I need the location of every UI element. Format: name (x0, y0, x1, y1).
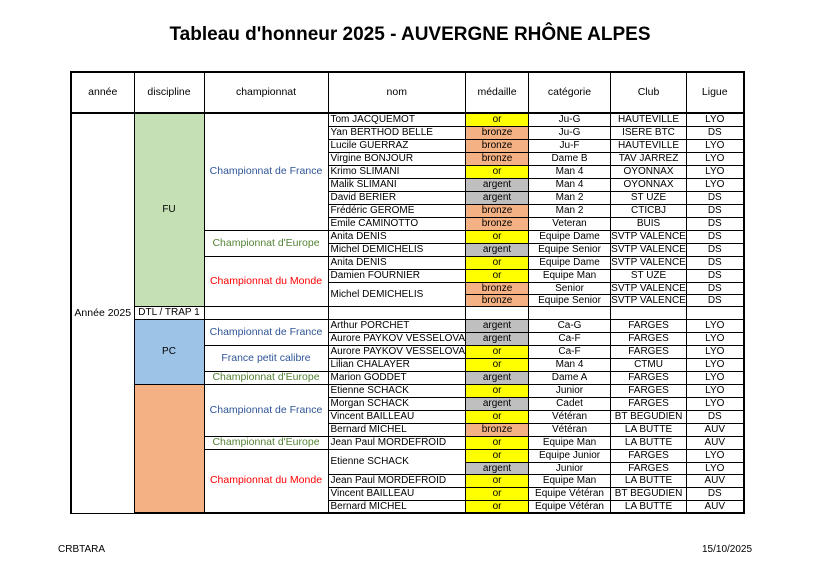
club-cell: SVTP VALENCE (611, 257, 686, 268)
champ-france: Championnat de France (204, 384, 328, 436)
league-cell: LYO (687, 152, 744, 165)
league-cell: DS (687, 487, 744, 500)
medal-cell: or (466, 256, 529, 269)
club-cell: SVTP VALENCE (611, 244, 686, 255)
athlete-name: Damien FOURNIER (328, 269, 466, 282)
medal-cell: argent (466, 332, 529, 345)
table-row (71, 113, 744, 126)
league-cell: LYO (687, 178, 744, 191)
club-cell: FARGES (611, 319, 687, 332)
league-cell: LYO (687, 319, 744, 332)
medal-cell: bronze (466, 152, 529, 165)
category-cell: Man 4 (529, 178, 611, 191)
category-cell: Ca-G (529, 319, 611, 332)
champ-fu-monde: Championnat du Monde (204, 256, 328, 306)
league-cell: DS (687, 282, 744, 294)
club-cell: ISERE BTC (611, 126, 687, 139)
category-cell: Dame A (529, 371, 611, 384)
header-discipline: discipline (134, 72, 204, 113)
club-cell: SVTP VALENCE (611, 282, 686, 294)
medal-cell: or (466, 358, 529, 371)
medal-cell: bronze (466, 423, 529, 436)
league-cell: DS (687, 243, 744, 256)
athlete-name: Michel DEMICHELIS (328, 282, 466, 306)
medal-cell: bronze (466, 282, 529, 294)
athlete-name: Emile CAMINOTTO (328, 217, 466, 230)
league-cell: DS (687, 217, 744, 230)
athlete-name: Bernard MICHEL (328, 500, 466, 513)
league-cell (687, 306, 744, 319)
medal-cell: bronze (466, 294, 529, 306)
athlete-name: Frédéric GEROME (328, 204, 466, 217)
header-club: Club (611, 72, 687, 113)
medal-cell: argent (466, 397, 529, 410)
champ-pc-france: Championnat de France (204, 319, 328, 345)
category-cell: Equipe Dame (529, 256, 611, 269)
category-cell: Man 2 (529, 191, 611, 204)
champ-fu-france: Championnat de France (204, 113, 328, 230)
athlete-name: Vincent BAILLEAU (328, 410, 466, 423)
league-cell: LYO (687, 139, 744, 152)
medal-cell (466, 306, 529, 319)
athlete-name: Vincent BAILLEAU (328, 487, 466, 500)
athlete-name: Aurore PAYKOV VESSELOVA (328, 345, 466, 358)
category-cell: Junior (529, 462, 611, 474)
category-cell: Equipe Man (529, 269, 611, 282)
category-cell: Equipe Man (529, 436, 611, 449)
athlete-name: Arthur PORCHET (328, 319, 466, 332)
league-cell: DS (687, 294, 744, 306)
medal-cell: bronze (466, 217, 529, 230)
athlete-name (328, 306, 466, 319)
page-title: Tableau d'honneur 2025 - AUVERGNE RHÔNE ALPES (169, 24, 651, 45)
club-cell: FARGES (611, 462, 687, 474)
club-cell: LA BUTTE (611, 423, 687, 436)
header-championnat: championnat (204, 72, 328, 113)
category-cell: Equipe Vétéran (529, 487, 611, 500)
club-cell: BT BEGUDIEN (611, 487, 687, 500)
league-cell: DS (687, 230, 744, 243)
category-cell: Ju-G (529, 126, 611, 139)
category-cell: Equipe Senior (529, 294, 611, 306)
category-cell: Man 2 (529, 204, 611, 217)
medal-cell: bronze (466, 139, 529, 152)
medal-cell: or (466, 436, 529, 449)
medal-cell: or (466, 410, 529, 423)
league-cell: AUV (687, 423, 744, 436)
medal-cell: argent (466, 462, 529, 474)
category-cell: Vétéran (529, 410, 611, 423)
category-cell: Equipe Vétéran (529, 500, 611, 513)
footer-left: CRBTARA (58, 544, 106, 555)
medal-cell: argent (466, 178, 529, 191)
athlete-name: Lucile GUERRAZ (328, 139, 466, 152)
medal-cell: or (466, 230, 529, 243)
athlete-name: Etienne SCHACK (328, 449, 466, 474)
club-cell: FARGES (611, 345, 687, 358)
athlete-name: Aurore PAYKOV VESSELOVA (328, 332, 466, 345)
medal-cell: bronze (466, 126, 529, 139)
medal-cell: or (466, 500, 529, 513)
table-row (71, 319, 744, 332)
discipline-orange (134, 384, 204, 513)
category-cell: Equipe Man (529, 474, 611, 487)
category-cell: Veteran (529, 217, 611, 230)
category-cell: Equipe Junior (529, 449, 611, 462)
category-cell: Cadet (529, 397, 611, 410)
medal-cell: or (466, 474, 529, 487)
category-cell: Vétéran (529, 423, 611, 436)
club-cell: CTICBJ (611, 204, 687, 217)
club-cell: BT BEGUDIEN (611, 410, 687, 423)
table-row (71, 384, 744, 397)
athlete-name: Jean Paul MORDEFROID (328, 474, 466, 487)
league-cell: AUV (687, 474, 744, 487)
header-categorie: catégorie (529, 72, 611, 113)
athlete-name: Anita DENIS (328, 256, 466, 269)
league-cell: LYO (687, 384, 744, 397)
club-cell: ST UZE (611, 269, 687, 282)
medal-cell: or (466, 487, 529, 500)
header-nom: nom (328, 72, 466, 113)
discipline-fu: FU (134, 113, 204, 306)
athlete-name: Krimo SLIMANI (328, 165, 466, 178)
category-cell: Man 4 (529, 165, 611, 178)
category-cell: Equipe Dame (529, 230, 611, 243)
athlete-name: Malik SLIMANI (328, 178, 466, 191)
league-cell: LYO (687, 462, 744, 474)
champ-fu-europe: Championnat d'Europe (204, 230, 328, 256)
category-cell (529, 306, 611, 319)
year-cell: Année 2025 (71, 113, 134, 513)
discipline-dtl: DTL / TRAP 1 (134, 306, 204, 319)
category-cell: Junior (529, 384, 611, 397)
league-cell: LYO (687, 345, 744, 358)
club-cell: BUIS (611, 217, 687, 230)
medal-cell: or (466, 113, 529, 126)
athlete-name: Bernard MICHEL (328, 423, 466, 436)
athlete-name: Etienne SCHACK (328, 384, 466, 397)
club-cell: ST UZE (611, 191, 687, 204)
category-cell: Ca-F (529, 332, 611, 345)
athlete-name: Jean Paul MORDEFROID (328, 436, 466, 449)
club-cell: HAUTEVILLE (611, 139, 687, 152)
header-annee: année (71, 72, 134, 113)
medal-cell: argent (466, 243, 529, 256)
category-cell: Ju-G (529, 113, 611, 126)
club-cell: LA BUTTE (611, 500, 687, 513)
category-cell: Dame B (529, 152, 611, 165)
club-cell: FARGES (611, 371, 687, 384)
athlete-name: Michel DEMICHELIS (328, 243, 466, 256)
medal-cell: or (466, 345, 529, 358)
club-cell (611, 306, 687, 319)
medal-cell: argent (466, 371, 529, 384)
club-cell: FARGES (611, 397, 687, 410)
discipline-pc: PC (134, 319, 204, 384)
honour-table (70, 71, 745, 514)
club-cell: FARGES (611, 332, 687, 345)
athlete-name: Lilian CHALAYER (328, 358, 466, 371)
champ-monde: Championnat du Monde (204, 449, 328, 513)
champ-pc-europe: Championnat d'Europe (204, 371, 328, 384)
club-cell: LA BUTTE (611, 436, 687, 449)
club-cell: SVTP VALENCE (611, 294, 686, 306)
club-cell: OYONNAX (611, 178, 687, 191)
header-ligue: Ligue (687, 72, 744, 113)
league-cell: AUV (687, 500, 744, 513)
league-cell: LYO (687, 165, 744, 178)
category-cell: Equipe Senior (529, 243, 611, 256)
club-cell: OYONNAX (611, 165, 687, 178)
league-cell: DS (687, 410, 744, 423)
club-cell: TAV JARREZ (611, 152, 687, 165)
league-cell: DS (687, 204, 744, 217)
medal-cell: or (466, 449, 529, 462)
athlete-name: Anita DENIS (328, 230, 466, 243)
league-cell: DS (687, 191, 744, 204)
champ-europe: Championnat d'Europe (204, 436, 328, 449)
category-cell: Ju-F (529, 139, 611, 152)
header-medaille: médaille (466, 72, 529, 113)
league-cell: LYO (687, 397, 744, 410)
league-cell: AUV (687, 436, 744, 449)
athlete-name: David BERIER (328, 191, 466, 204)
league-cell: DS (687, 269, 744, 282)
league-cell: DS (687, 126, 744, 139)
medal-cell: or (466, 165, 529, 178)
medal-cell: or (466, 384, 529, 397)
medal-cell: argent (466, 319, 529, 332)
league-cell: LYO (687, 449, 744, 462)
athlete-name: Virgine BONJOUR (328, 152, 466, 165)
athlete-name: Tom JACQUEMOT (328, 113, 466, 126)
league-cell: LYO (687, 358, 744, 371)
category-cell: Man 4 (529, 358, 611, 371)
club-cell: FARGES (611, 384, 687, 397)
header-row (71, 72, 744, 113)
medal-cell: argent (466, 191, 529, 204)
athlete-name: Yan BERTHOD BELLE (328, 126, 466, 139)
champ-dtl (204, 306, 328, 319)
footer-date: 15/10/2025 (702, 544, 753, 555)
club-cell: CTMU (611, 358, 687, 371)
club-cell: SVTP VALENCE (611, 231, 686, 242)
club-cell: FARGES (611, 449, 687, 462)
athlete-name: Marion GODDET (328, 371, 466, 384)
league-cell: LYO (687, 332, 744, 345)
table-row (71, 306, 744, 319)
athlete-name: Morgan SCHACK (328, 397, 466, 410)
club-cell: HAUTEVILLE (611, 113, 687, 126)
league-cell: LYO (687, 371, 744, 384)
league-cell: DS (687, 256, 744, 269)
club-cell: LA BUTTE (611, 474, 687, 487)
category-cell: Senior (529, 282, 611, 294)
medal-cell: or (466, 269, 529, 282)
medal-cell: bronze (466, 204, 529, 217)
category-cell: Ca-F (529, 345, 611, 358)
league-cell: LYO (687, 113, 744, 126)
champ-pc-petit: France petit calibre (204, 345, 328, 371)
